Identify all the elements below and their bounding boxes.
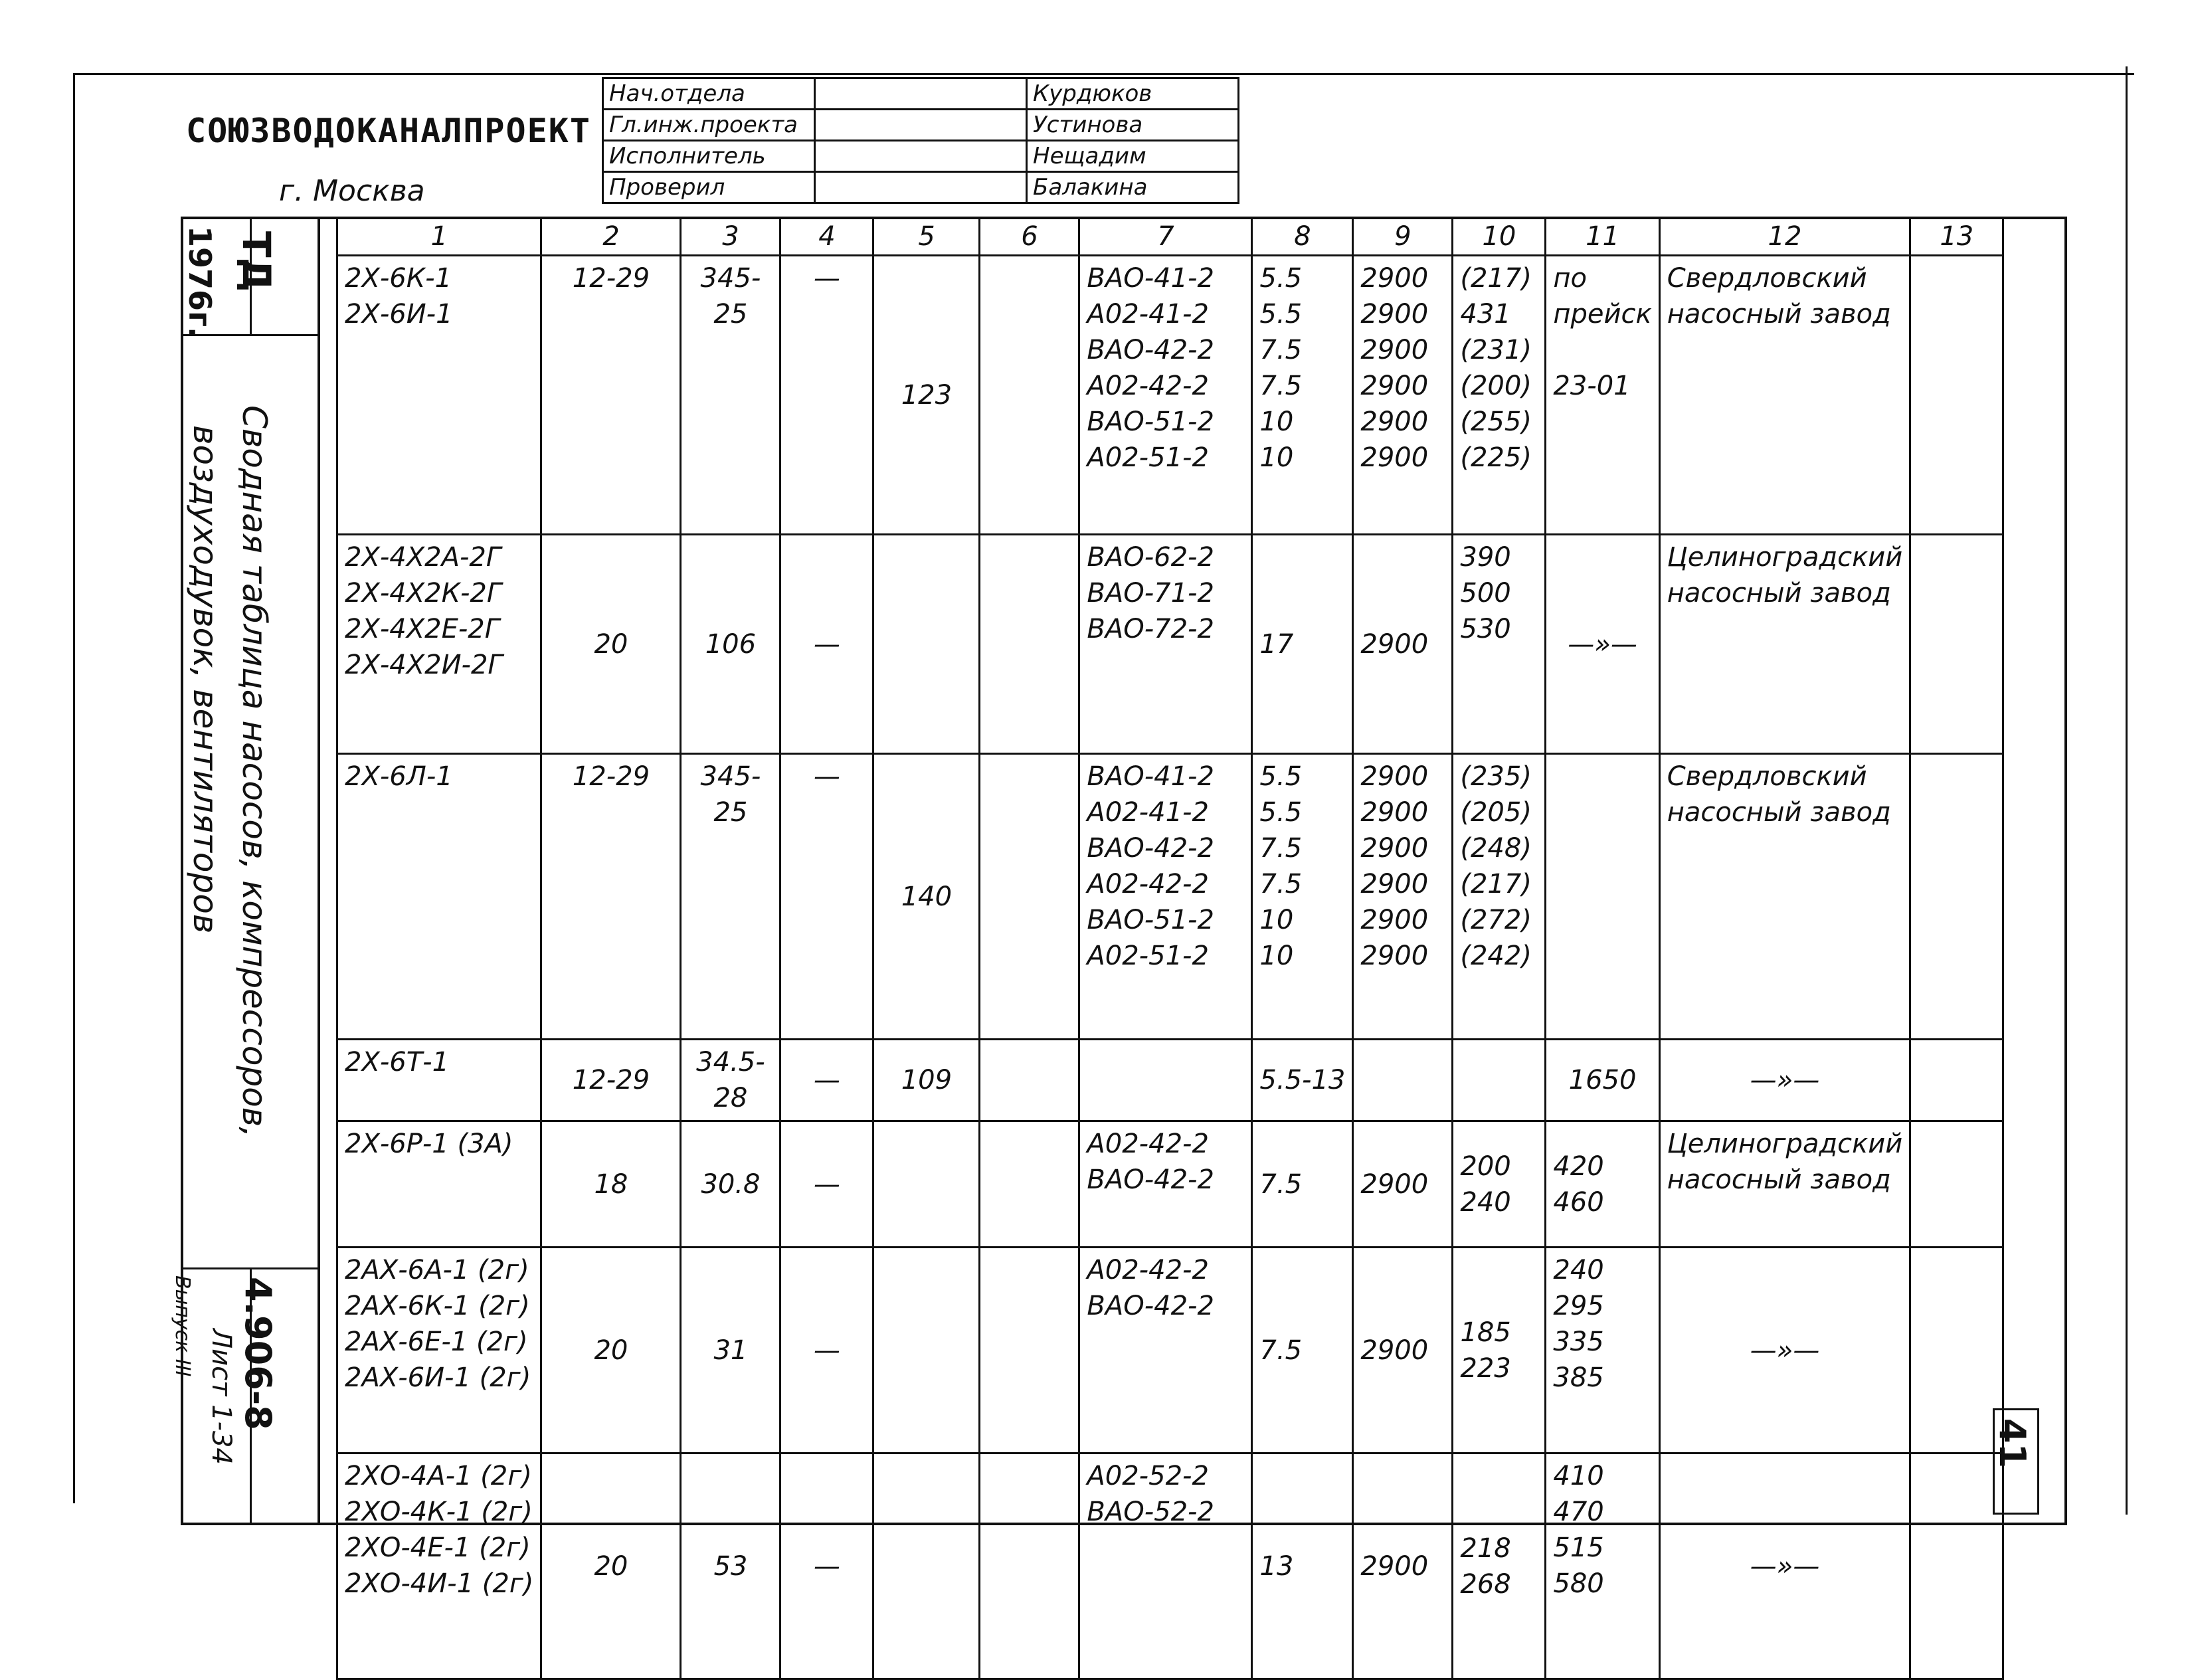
stamp-row bbox=[603, 78, 1239, 110]
cell-col-9 bbox=[1353, 754, 1453, 1040]
cell-col-1 bbox=[337, 1248, 541, 1453]
cell-line: А02-42-2 bbox=[1087, 1129, 1209, 1159]
column-header: 9 bbox=[1353, 218, 1453, 256]
cell-line: 431 bbox=[1460, 299, 1511, 329]
stamp-signature bbox=[815, 141, 1027, 172]
cell-line: Свердловский bbox=[1667, 263, 1867, 294]
cell-col-7 bbox=[1079, 535, 1252, 754]
cell-line: насосный завод bbox=[1667, 1165, 1891, 1195]
cell-col-1 bbox=[337, 535, 541, 754]
cell-col-12 bbox=[1659, 754, 1910, 1040]
cell-col-1 bbox=[337, 754, 541, 1040]
cell-col-13 bbox=[1910, 1453, 2003, 1679]
cell-line: 2Х-6К-1 bbox=[345, 263, 452, 294]
cell-line: ВАО-51-2 bbox=[1087, 905, 1214, 935]
organization-name: СОЮЗВОДОКАНАЛПРОЕКТ bbox=[186, 112, 591, 150]
title-stamp bbox=[602, 77, 1239, 204]
cell-col-2: 18 bbox=[541, 1121, 681, 1248]
cell-line: А02-41-2 bbox=[1087, 797, 1209, 828]
column-header: 5 bbox=[873, 218, 980, 256]
cell-col-1 bbox=[337, 256, 541, 535]
cell-col-4: — bbox=[780, 1248, 873, 1453]
cell-line: (231) bbox=[1460, 335, 1532, 365]
cell-col-11 bbox=[1546, 1040, 1659, 1121]
cell-line: 2ХО-4А-1 (2г) bbox=[345, 1461, 532, 1491]
cell-line: 500 bbox=[1460, 578, 1511, 608]
cell-line: насосный завод bbox=[1667, 299, 1891, 329]
cell-line: ВАО-42-2 bbox=[1087, 1291, 1214, 1321]
cell-line: А02-51-2 bbox=[1087, 941, 1209, 971]
cell-col-1 bbox=[337, 1121, 541, 1248]
cell-col-11 bbox=[1546, 1453, 1659, 1679]
stamp-role: Исполнитель bbox=[603, 141, 815, 172]
cell-line: 1650 bbox=[1568, 1065, 1637, 1095]
cell-line: 2900 bbox=[1360, 941, 1429, 971]
cell-col-10 bbox=[1453, 1453, 1546, 1679]
cell-col-12 bbox=[1659, 535, 1910, 754]
cell-col-4: — bbox=[780, 1040, 873, 1121]
cell-col-6 bbox=[980, 1453, 1079, 1679]
table-row bbox=[337, 535, 2003, 754]
cell-line: по bbox=[1553, 263, 1587, 294]
cell-line: 2900 bbox=[1360, 797, 1429, 828]
column-header: 1 bbox=[337, 218, 541, 256]
cell-col-10 bbox=[1453, 1121, 1546, 1248]
cell-col-12 bbox=[1659, 256, 1910, 535]
stamp-row bbox=[603, 172, 1239, 203]
cell-col-13 bbox=[1910, 1040, 2003, 1121]
stamp-name: Нещадим bbox=[1027, 141, 1239, 172]
column-header: 6 bbox=[980, 218, 1079, 256]
cell-col-11 bbox=[1546, 535, 1659, 754]
cell-col-8 bbox=[1252, 1121, 1353, 1248]
cell-line: 2Х-4Х2К-2Г bbox=[345, 578, 502, 608]
cell-line: (217) bbox=[1460, 263, 1532, 294]
cell-col-9 bbox=[1353, 1453, 1453, 1679]
cell-line: 2ХО-4И-1 (2г) bbox=[345, 1568, 534, 1599]
cell-line: А02-42-2 bbox=[1087, 1255, 1209, 1285]
side-title-line1: Сводная таблица насосов, компрессоров, bbox=[235, 405, 274, 1138]
cell-line: (248) bbox=[1460, 833, 1532, 864]
stamp-role: Гл.инж.проекта bbox=[603, 110, 815, 141]
cell-line: 515 bbox=[1553, 1533, 1604, 1563]
stamp-name: Курдюков bbox=[1027, 78, 1239, 110]
cell-col-13 bbox=[1910, 535, 2003, 754]
cell-line: 218 bbox=[1460, 1533, 1511, 1564]
cell-line: 2Х-4Х2Е-2Г bbox=[345, 614, 500, 644]
column-header: 4 bbox=[780, 218, 873, 256]
cell-line: 7.5 bbox=[1259, 1168, 1303, 1200]
cell-line: —»— bbox=[1750, 1065, 1820, 1095]
cell-col-8 bbox=[1252, 1453, 1353, 1679]
cell-line: 530 bbox=[1460, 614, 1511, 644]
cell-col-13 bbox=[1910, 1248, 2003, 1453]
cell-line: 2АХ-6И-1 (2г) bbox=[345, 1362, 531, 1393]
cell-line: 410 bbox=[1553, 1461, 1604, 1491]
cell-col-13 bbox=[1910, 256, 2003, 535]
cell-col-2: 12-29 bbox=[541, 256, 681, 535]
cell-line: 2900 bbox=[1360, 1168, 1429, 1200]
cell-line: А02-42-2 bbox=[1087, 371, 1209, 401]
cell-col-10 bbox=[1453, 535, 1546, 754]
cell-line: А02-42-2 bbox=[1087, 869, 1209, 899]
cell-line: 10 bbox=[1259, 905, 1294, 935]
cell-line bbox=[1460, 1062, 1538, 1098]
cell-col-5: 123 bbox=[873, 256, 980, 535]
cell-col-8 bbox=[1252, 535, 1353, 754]
cell-line: 2АХ-6А-1 (2г) bbox=[345, 1255, 529, 1285]
side-issue-label: Выпуск III bbox=[171, 1275, 194, 1377]
column-header: 12 bbox=[1659, 218, 1910, 256]
cell-col-3: 34.5-28 bbox=[681, 1040, 780, 1121]
cell-line: 5.5 bbox=[1259, 263, 1303, 294]
cell-col-11 bbox=[1546, 1248, 1659, 1453]
cell-col-12 bbox=[1659, 1040, 1910, 1121]
cell-col-9 bbox=[1353, 1040, 1453, 1121]
cell-line: 335 bbox=[1553, 1327, 1604, 1357]
cell-line: (235) bbox=[1460, 761, 1532, 792]
cell-col-1 bbox=[337, 1453, 541, 1679]
cell-col-9 bbox=[1353, 1121, 1453, 1248]
cell-col-10 bbox=[1453, 754, 1546, 1040]
cell-line: (225) bbox=[1460, 442, 1532, 473]
cell-line: ВАО-41-2 bbox=[1087, 761, 1214, 792]
cell-line: 2900 bbox=[1360, 1335, 1429, 1366]
cell-col-5 bbox=[873, 535, 980, 754]
cell-col-8 bbox=[1252, 1040, 1353, 1121]
cell-line: —»— bbox=[1750, 1550, 1820, 1582]
column-header: 2 bbox=[541, 218, 681, 256]
cell-line: 10 bbox=[1259, 941, 1294, 971]
stamp-signature bbox=[815, 78, 1027, 110]
cell-line: 5.5 bbox=[1259, 761, 1303, 792]
cell-col-2: 20 bbox=[541, 535, 681, 754]
cell-line: —»— bbox=[1568, 628, 1637, 660]
table-row bbox=[337, 1453, 2003, 1679]
cell-line: 10 bbox=[1259, 442, 1294, 473]
cell-line: 7.5 bbox=[1259, 869, 1303, 899]
cell-col-3: 106 bbox=[681, 535, 780, 754]
cell-line: 390 bbox=[1460, 542, 1511, 573]
cell-col-7 bbox=[1079, 256, 1252, 535]
cell-line: 7.5 bbox=[1259, 371, 1303, 401]
cell-line: 2900 bbox=[1360, 371, 1429, 401]
cell-line: 2900 bbox=[1360, 869, 1429, 899]
cell-line: 2900 bbox=[1360, 335, 1429, 365]
cell-line: (200) bbox=[1460, 371, 1532, 401]
stamp-role: Проверил bbox=[603, 172, 815, 203]
cell-line: 240 bbox=[1553, 1255, 1604, 1285]
cell-line: ВАО-42-2 bbox=[1087, 833, 1214, 864]
cell-line bbox=[1553, 332, 1651, 368]
cell-line: 2Х-6Л-1 bbox=[345, 761, 453, 792]
cell-line: 223 bbox=[1460, 1353, 1511, 1384]
cell-col-6 bbox=[980, 1040, 1079, 1121]
cell-col-10 bbox=[1453, 1040, 1546, 1121]
cell-line: 240 bbox=[1460, 1186, 1511, 1218]
cell-col-9 bbox=[1353, 535, 1453, 754]
cell-line: 2900 bbox=[1360, 628, 1429, 660]
cell-col-6 bbox=[980, 535, 1079, 754]
cell-col-8 bbox=[1252, 256, 1353, 535]
cell-line: 2900 bbox=[1360, 442, 1429, 473]
cell-line: насосный завод bbox=[1667, 578, 1891, 608]
cell-line: 10 bbox=[1259, 407, 1294, 437]
cell-line: 2Х-4Х2А-2Г bbox=[345, 542, 501, 573]
cell-col-13 bbox=[1910, 1121, 2003, 1248]
cell-col-3: 345-25 bbox=[681, 256, 780, 535]
cell-line: насосный завод bbox=[1667, 797, 1891, 828]
table-row bbox=[337, 754, 2003, 1040]
cell-line: Целиноградский bbox=[1667, 1129, 1903, 1159]
cell-line: (255) bbox=[1460, 407, 1532, 437]
cell-line bbox=[1360, 1062, 1445, 1098]
cell-line: ВАО-42-2 bbox=[1087, 335, 1214, 365]
cell-line: ВАО-42-2 bbox=[1087, 1165, 1214, 1195]
cell-col-7 bbox=[1079, 754, 1252, 1040]
pump-summary-table bbox=[336, 217, 2004, 1680]
cell-line: 7.5 bbox=[1259, 833, 1303, 864]
cell-line: —»— bbox=[1750, 1335, 1820, 1366]
cell-line: 2АХ-6Е-1 (2г) bbox=[345, 1327, 528, 1357]
column-header: 13 bbox=[1910, 218, 2003, 256]
cell-col-12 bbox=[1659, 1248, 1910, 1453]
cell-line: 2АХ-6К-1 (2г) bbox=[345, 1291, 530, 1321]
sheet-number-box bbox=[1993, 1408, 2039, 1515]
cell-line: 2900 bbox=[1360, 263, 1429, 294]
cell-col-12 bbox=[1659, 1121, 1910, 1248]
cell-line: 2Х-6Р-1 (3А) bbox=[345, 1129, 513, 1159]
side-year: 1976г. bbox=[182, 226, 218, 339]
cell-line: 5.5-13 bbox=[1259, 1065, 1346, 1095]
cell-line: 2900 bbox=[1360, 1550, 1429, 1582]
cell-col-2: 12-29 bbox=[541, 1040, 681, 1121]
cell-col-4: — bbox=[780, 256, 873, 535]
cell-line: 17 bbox=[1259, 628, 1294, 660]
cell-col-8 bbox=[1252, 1248, 1353, 1453]
cell-col-9 bbox=[1353, 1248, 1453, 1453]
stamp-role: Нач.отдела bbox=[603, 78, 815, 110]
cell-col-4: — bbox=[780, 754, 873, 1040]
cell-line: 470 bbox=[1553, 1497, 1604, 1527]
cell-line: 295 bbox=[1553, 1291, 1604, 1321]
cell-col-11 bbox=[1546, 256, 1659, 535]
cell-line: 420 bbox=[1553, 1151, 1604, 1182]
cell-col-6 bbox=[980, 754, 1079, 1040]
cell-line: (272) bbox=[1460, 905, 1532, 935]
column-header: 8 bbox=[1252, 218, 1353, 256]
right-trim-line bbox=[2126, 66, 2128, 1515]
column-header: 3 bbox=[681, 218, 780, 256]
cell-line: 2900 bbox=[1360, 833, 1429, 864]
side-title-line2: воздуходувок, вентиляторов bbox=[186, 425, 225, 934]
cell-col-1 bbox=[337, 1040, 541, 1121]
cell-line: 7.5 bbox=[1259, 1335, 1303, 1366]
cell-line: 2Х-6И-1 bbox=[345, 299, 453, 329]
stamp-signature bbox=[815, 110, 1027, 141]
cell-col-5: 140 bbox=[873, 754, 980, 1040]
column-header: 11 bbox=[1546, 218, 1659, 256]
cell-col-7 bbox=[1079, 1121, 1252, 1248]
cell-col-2: 20 bbox=[541, 1248, 681, 1453]
cell-line: 2ХО-4К-1 (2г) bbox=[345, 1497, 533, 1527]
cell-col-3: 30.8 bbox=[681, 1121, 780, 1248]
table-row bbox=[337, 256, 2003, 535]
stamp-name: Устинова bbox=[1027, 110, 1239, 141]
cell-line: 13 bbox=[1259, 1550, 1294, 1582]
cell-line: А02-51-2 bbox=[1087, 442, 1209, 473]
cell-line: 2ХО-4Е-1 (2г) bbox=[345, 1533, 531, 1563]
cell-line: 2900 bbox=[1360, 407, 1429, 437]
cell-col-4: — bbox=[780, 535, 873, 754]
cell-line: ВАО-41-2 bbox=[1087, 263, 1214, 294]
city-name: г. Москва bbox=[279, 174, 425, 208]
cell-line: (217) bbox=[1460, 869, 1532, 899]
cell-col-13 bbox=[1910, 754, 2003, 1040]
table-row bbox=[337, 1248, 2003, 1453]
cell-line: 185 bbox=[1460, 1317, 1511, 1348]
cell-line: 385 bbox=[1553, 1362, 1604, 1393]
cell-line: 2Х-6Т-1 bbox=[345, 1047, 450, 1077]
cell-line: 23-01 bbox=[1553, 371, 1631, 401]
cell-line: ВАО-51-2 bbox=[1087, 407, 1214, 437]
column-header: 10 bbox=[1453, 218, 1546, 256]
cell-line: ВАО-71-2 bbox=[1087, 578, 1214, 608]
cell-line: А02-41-2 bbox=[1087, 299, 1209, 329]
table-row bbox=[337, 1040, 2003, 1121]
cell-line: ВАО-62-2 bbox=[1087, 542, 1214, 573]
cell-col-6 bbox=[980, 256, 1079, 535]
cell-line: 580 bbox=[1553, 1568, 1604, 1599]
stamp-row bbox=[603, 141, 1239, 172]
stamp-row bbox=[603, 110, 1239, 141]
cell-col-11 bbox=[1546, 754, 1659, 1040]
cell-line: 5.5 bbox=[1259, 797, 1303, 828]
cell-col-7 bbox=[1079, 1040, 1252, 1121]
cell-line: (242) bbox=[1460, 941, 1532, 971]
cell-col-5 bbox=[873, 1121, 980, 1248]
cell-line: 200 bbox=[1460, 1151, 1511, 1182]
column-header: 7 bbox=[1079, 218, 1252, 256]
side-code: ТД bbox=[234, 231, 279, 292]
cell-line: ВАО-72-2 bbox=[1087, 614, 1214, 644]
cell-line bbox=[1553, 879, 1651, 915]
cell-col-6 bbox=[980, 1121, 1079, 1248]
cell-col-11 bbox=[1546, 1121, 1659, 1248]
cell-col-2: 20 bbox=[541, 1453, 681, 1679]
cell-line: ВАО-52-2 bbox=[1087, 1497, 1214, 1527]
table-row bbox=[337, 1121, 2003, 1248]
cell-col-4: — bbox=[780, 1121, 873, 1248]
cell-line: 2900 bbox=[1360, 761, 1429, 792]
cell-line: Свердловский bbox=[1667, 761, 1867, 792]
cell-col-8 bbox=[1252, 754, 1353, 1040]
stamp-signature bbox=[815, 172, 1027, 203]
cell-col-10 bbox=[1453, 256, 1546, 535]
cell-line: 460 bbox=[1553, 1186, 1604, 1218]
cell-line: 2900 bbox=[1360, 905, 1429, 935]
cell-line: 5.5 bbox=[1259, 299, 1303, 329]
cell-col-7 bbox=[1079, 1453, 1252, 1679]
cell-col-12 bbox=[1659, 1453, 1910, 1679]
cell-col-5 bbox=[873, 1248, 980, 1453]
cell-line: 7.5 bbox=[1259, 335, 1303, 365]
cell-col-3: 53 bbox=[681, 1453, 780, 1679]
stamp-name: Балакина bbox=[1027, 172, 1239, 203]
cell-line: Целиноградский bbox=[1667, 542, 1903, 573]
cell-line: 2Х-4Х2И-2Г bbox=[345, 650, 503, 680]
cell-col-2: 12-29 bbox=[541, 754, 681, 1040]
cell-col-5: 109 bbox=[873, 1040, 980, 1121]
column-number-row bbox=[337, 218, 2003, 256]
cell-line bbox=[1087, 1044, 1244, 1080]
cell-col-7 bbox=[1079, 1248, 1252, 1453]
cell-line: прейск bbox=[1553, 299, 1652, 329]
cell-col-9 bbox=[1353, 256, 1453, 535]
cell-col-6 bbox=[980, 1248, 1079, 1453]
cell-col-3: 345-25 bbox=[681, 754, 780, 1040]
cell-col-5 bbox=[873, 1453, 980, 1679]
cell-col-10 bbox=[1453, 1248, 1546, 1453]
cell-line: (205) bbox=[1460, 797, 1532, 828]
cell-line: 268 bbox=[1460, 1568, 1511, 1600]
cell-col-4: — bbox=[780, 1453, 873, 1679]
cell-line: А02-52-2 bbox=[1087, 1461, 1209, 1491]
side-album: 4.906-8 bbox=[237, 1277, 279, 1430]
cell-col-3: 31 bbox=[681, 1248, 780, 1453]
side-sheet: Лист 1-34 bbox=[206, 1329, 236, 1465]
sheet-number: 41 bbox=[1991, 1418, 2033, 1469]
cell-line: 2900 bbox=[1360, 299, 1429, 329]
